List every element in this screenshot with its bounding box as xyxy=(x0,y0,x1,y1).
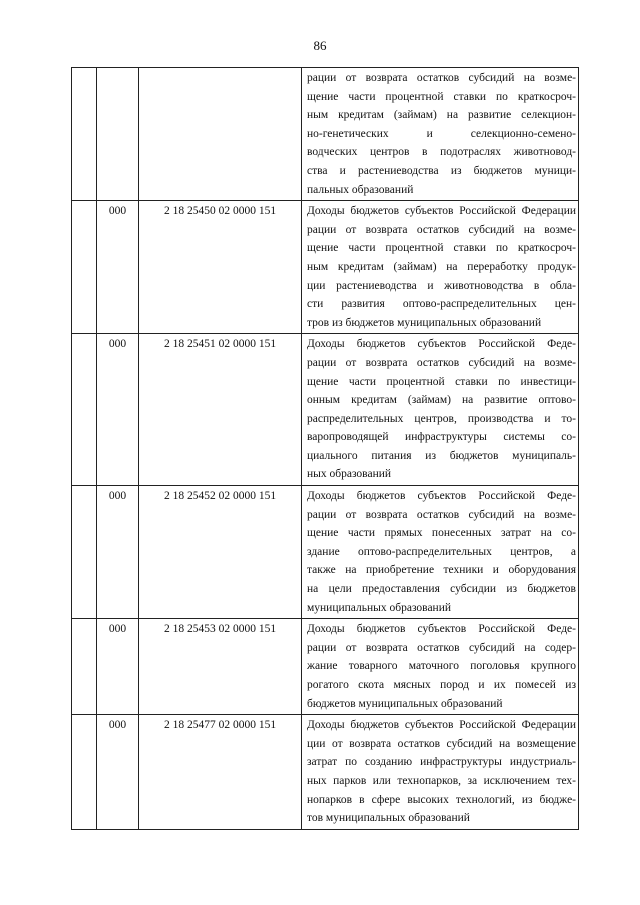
table-row xyxy=(72,201,579,334)
description-line: онным кредитам (займам) на развитие оптово- xyxy=(307,394,576,407)
page-number: 86 xyxy=(313,38,327,53)
description-line: Доходы бюджетов субъектов Российской Феде- xyxy=(307,338,576,351)
revenue-code-cell: 2 18 25452 02 0000 151 xyxy=(139,486,302,619)
revenue-code-cell: 2 18 25451 02 0000 151 xyxy=(139,334,302,486)
blank-cell xyxy=(72,486,97,619)
description-line: ных образований xyxy=(307,468,392,481)
description-cell xyxy=(302,619,579,715)
blank-cell xyxy=(72,201,97,334)
description-line: рации от возврата остатков субсидий на содер- xyxy=(307,641,576,654)
admin-code-cell: 000 xyxy=(97,715,139,830)
description-line: водческих центров в подотраслях животновод- xyxy=(307,146,576,159)
description-cell xyxy=(302,486,579,619)
description-line: ным кредитам (займам) на переработку продук- xyxy=(307,260,576,273)
description-line: рогатого скота мясных пород и их помесей из xyxy=(307,679,576,691)
admin-code-cell: 000 xyxy=(97,486,139,619)
description-line: рации от возврата остатков субсидий на возме- xyxy=(307,508,576,521)
description-line: рации от возврата остатков субсидий на возме- xyxy=(307,223,576,236)
table-row xyxy=(72,715,579,830)
admin-code-cell xyxy=(97,68,139,201)
description-line: муниципальных образований xyxy=(307,601,452,614)
description-line: Доходы бюджетов субъектов Российской Феде- xyxy=(307,490,576,503)
description-cell xyxy=(302,68,579,201)
blank-cell xyxy=(72,619,97,715)
description-cell xyxy=(302,334,579,486)
revenue-code-cell: 2 18 25453 02 0000 151 xyxy=(139,619,302,715)
blank-cell xyxy=(72,68,97,201)
blank-cell xyxy=(72,334,97,486)
description-line: жание товарного маточного поголовья крупного xyxy=(307,660,576,673)
description-line: щение части прямых понесенных затрат на со- xyxy=(307,527,576,540)
description-line: пальных образований xyxy=(307,183,414,196)
description-line: здание оптово-распределительных центров, а xyxy=(307,545,576,558)
table-row xyxy=(72,68,579,201)
description-line: также на приобретение техники и оборудования xyxy=(307,564,576,577)
table-row xyxy=(72,486,579,619)
description-line: щение части процентной ставки по инвестици- xyxy=(307,375,576,388)
description-line: тров из бюджетов муниципальных образований xyxy=(307,316,542,329)
budget-revenue-table xyxy=(71,67,579,830)
description-line: рации от возврата остатков субсидий на возме- xyxy=(307,356,576,369)
description-line: но-генетических и селекционно-семено- xyxy=(307,127,576,140)
revenue-code-cell xyxy=(139,68,302,201)
revenue-code-cell: 2 18 25477 02 0000 151 xyxy=(139,715,302,830)
description-line: щение части процентной ставки по краткосроч- xyxy=(307,242,576,255)
description-line: Доходы бюджетов субъектов Российской Федерации xyxy=(307,205,576,218)
description-line: распределительных центров, производства и то- xyxy=(307,412,576,425)
description-line: Доходы бюджетов субъектов Российской Федерации xyxy=(307,719,576,732)
description-line: на цели предоставления субсидии из бюджетов xyxy=(307,583,576,596)
description-line: варопроводящей инфраструктуры системы со- xyxy=(307,431,576,444)
description-line: циального питания из бюджетов муниципаль- xyxy=(307,449,576,462)
description-line: ции от возврата остатков субсидий на возмещение xyxy=(307,737,576,750)
description-line: сти развития оптово-распределительных цен- xyxy=(307,298,576,311)
description-line: щение части процентной ставки по краткосроч- xyxy=(307,90,576,103)
description-line: ным кредитам (займам) на развитие селекцион- xyxy=(307,109,576,122)
blank-cell xyxy=(72,715,97,830)
admin-code-cell: 000 xyxy=(97,334,139,486)
table-row xyxy=(72,619,579,715)
description-line: тов муниципальных образований xyxy=(307,812,470,825)
description-line: ных парков или технопарков, за исключением тех- xyxy=(307,774,576,787)
description-cell xyxy=(302,201,579,334)
description-line: ства и растениеводства из бюджетов муници- xyxy=(307,164,576,177)
description-line: ции растениеводства и животноводства в обла- xyxy=(307,279,576,292)
description-line: Доходы бюджетов субъектов Российской Феде- xyxy=(307,623,576,636)
admin-code-cell: 000 xyxy=(97,619,139,715)
revenue-code-cell: 2 18 25450 02 0000 151 xyxy=(139,201,302,334)
admin-code-cell: 000 xyxy=(97,201,139,334)
description-line: бюджетов муниципальных образований xyxy=(307,697,503,710)
table-row xyxy=(72,334,579,486)
description-line: нопарков в сфере высоких технологий, из бюдже- xyxy=(307,793,576,806)
description-cell xyxy=(302,715,579,830)
description-line: затрат по созданию инфраструктуры индустриаль- xyxy=(307,756,576,769)
description-line: рации от возврата остатков субсидий на возме- xyxy=(307,72,576,84)
